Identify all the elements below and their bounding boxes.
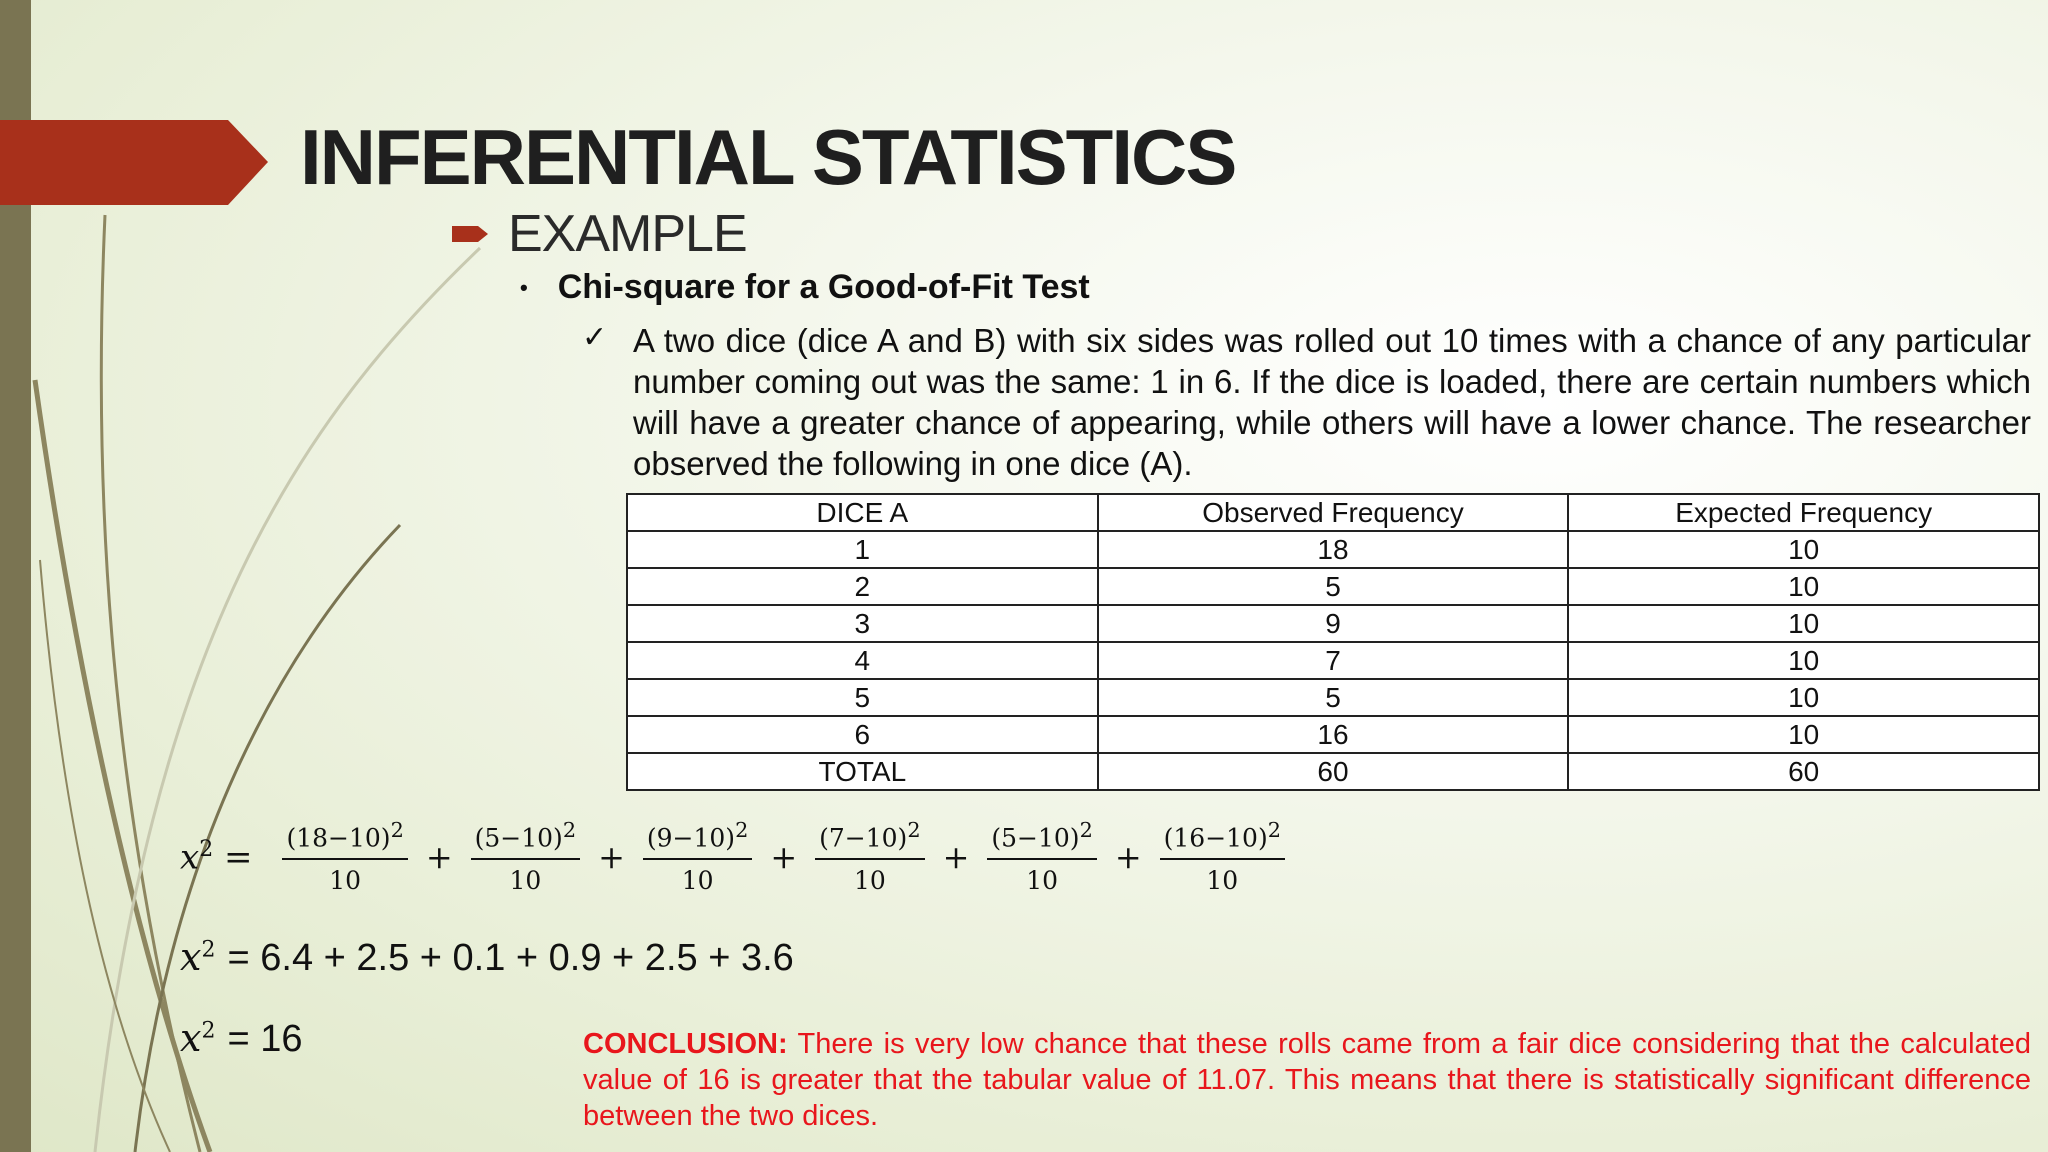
bullet-dot-icon: • [520, 274, 528, 300]
formula-term: $\frac{(5-10)^2}{10}$ [471, 818, 580, 895]
formula-lhs: $x^2$ = [180, 836, 253, 877]
formula-term: $\frac{(18-10)^2}{10}$ [282, 818, 407, 895]
table-cell: 16 [1098, 716, 1569, 753]
arrow-bullet-icon [452, 223, 490, 245]
conclusion-label: CONCLUSION: [583, 1028, 788, 1060]
table-row [627, 605, 2039, 642]
table-cell: 9 [1098, 605, 1569, 642]
table-cell: 18 [1098, 531, 1569, 568]
chi-square-formula: $x^2$ = $\frac{(18-10)^2}{10}$ + $\frac{(5-10)^2}{10}$ + $\frac{(9-10)^2}{10}$ + $\frac{(7-10)^2}{10}$ + $\frac{(5-10)^2}{10}$ + $\frac{(16-10)^2}{10}$ [180, 818, 1293, 895]
header-cell: Expected Frequency [1568, 494, 2039, 531]
table-cell: 10 [1568, 605, 2039, 642]
formula-result: $x^2 = 16$ [180, 1016, 303, 1060]
bullet-heading [520, 268, 1090, 307]
bullet-text: Chi-square for a Good-of-Fit Test [557, 268, 1090, 306]
table-cell: 10 [1568, 531, 2039, 568]
table-cell: 1 [627, 531, 1098, 568]
table-row [627, 642, 2039, 679]
formula-term: $\frac{(16-10)^2}{10}$ [1160, 818, 1285, 895]
formula-term: $\frac{(5-10)^2}{10}$ [987, 818, 1096, 895]
formula-term: $\frac{(7-10)^2}{10}$ [815, 818, 924, 895]
table-cell: 7 [1098, 642, 1569, 679]
table-cell: 60 [1568, 753, 2039, 790]
table-row-total [627, 753, 2039, 790]
checkmark-icon: ✓ [582, 321, 608, 354]
table-cell: 3 [627, 605, 1098, 642]
table-cell: 10 [1568, 716, 2039, 753]
formula-step-sum: $x^2 = 6.4 + 2.5 + 0.1 + 0.9 + 2.5 + 3.6$ [180, 935, 794, 979]
table-row [627, 716, 2039, 753]
table-cell: 10 [1568, 642, 2039, 679]
table-header-row [627, 494, 2039, 531]
section-label: EXAMPLE [508, 205, 747, 263]
table-cell: 5 [627, 679, 1098, 716]
table-cell: 60 [1098, 753, 1569, 790]
description-paragraph: A two dice (dice A and B) with six sides was rolled out 10 times with a chance of any particular number coming out was the same: 1 in 6. If the dice is loaded, there are certain numbers which will have a greater chance of appearing, while others will have a lower chance. The researcher observed the following in one dice (A). [633, 322, 2031, 482]
conclusion-body: There is very low chance that these rolls came from a fair dice considering that the calculated value of 16 is greater that the tabular value of 11.07. This means that there is statistically significant difference between the two dices. [583, 1028, 2031, 1132]
frequency-table [626, 493, 2040, 791]
table-cell: TOTAL [627, 753, 1098, 790]
formula-term: $\frac{(9-10)^2}{10}$ [643, 818, 752, 895]
table-row [627, 679, 2039, 716]
table-cell: 2 [627, 568, 1098, 605]
table-cell: 5 [1098, 679, 1569, 716]
table-cell: 5 [1098, 568, 1569, 605]
table-cell: 10 [1568, 679, 2039, 716]
table-row [627, 568, 2039, 605]
table-cell: 4 [627, 642, 1098, 679]
header-cell: Observed Frequency [1098, 494, 1569, 531]
conclusion-text [583, 1026, 2031, 1134]
table-cell: 10 [1568, 568, 2039, 605]
table-cell: 6 [627, 716, 1098, 753]
header-cell: DICE A [627, 494, 1098, 531]
section-heading [452, 204, 747, 264]
table-row [627, 531, 2039, 568]
title-accent-arrow [0, 120, 268, 205]
slide-title: INFERENTIAL STATISTICS [300, 113, 1236, 201]
